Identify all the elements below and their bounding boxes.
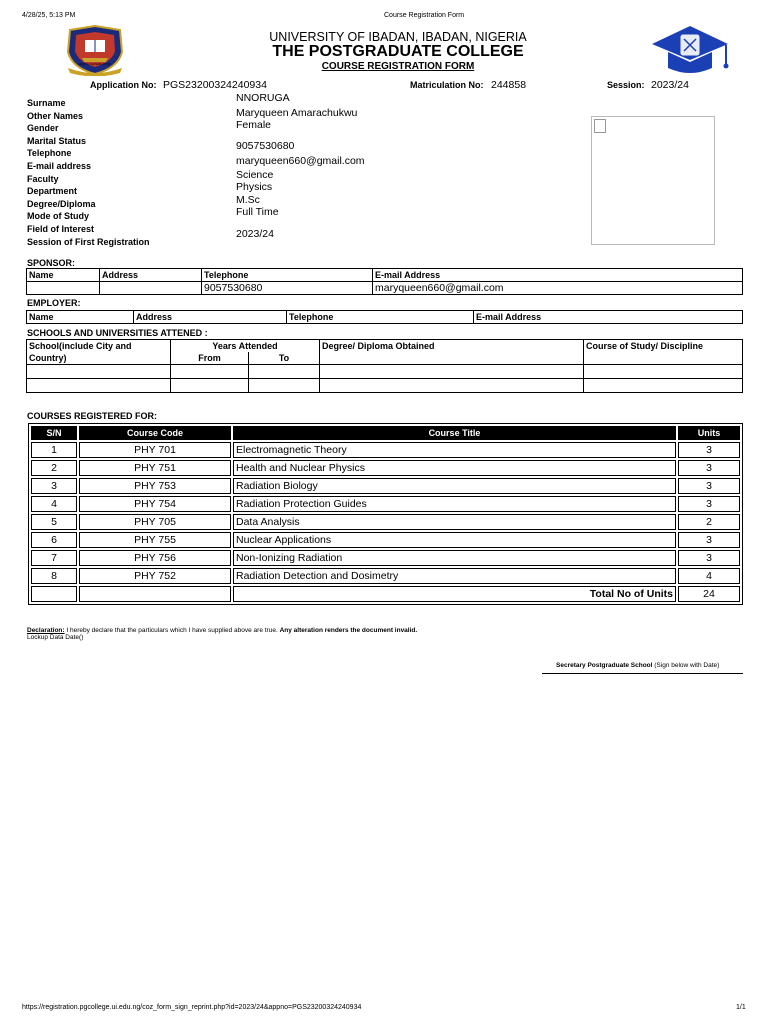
total-units-label: Total No of Units: [233, 586, 676, 602]
matric-value: 244858: [491, 79, 527, 91]
course-units: 4: [678, 568, 740, 584]
employer-heading: EMPLOYER:: [27, 298, 81, 308]
course-code: PHY 705: [79, 514, 231, 530]
print-datetime: 4/28/25, 5:13 PM: [22, 12, 76, 19]
schools-header-course: Course of Study/ Discipline: [584, 340, 743, 365]
course-code: PHY 751: [79, 460, 231, 476]
schools-row: [27, 365, 743, 379]
signature-caption: [556, 662, 719, 669]
employer-header-email: E-mail Address: [474, 311, 743, 324]
lockup-date: Lockup Data Date(): [27, 634, 84, 641]
course-sn: 1: [31, 442, 77, 458]
course-code: PHY 701: [79, 442, 231, 458]
detail-label: Department: [27, 186, 78, 197]
detail-value: Physics: [236, 181, 273, 194]
course-code: PHY 753: [79, 478, 231, 494]
signature-caption-normal: (Sign below with Date): [652, 662, 720, 669]
detail-value: 2023/24: [236, 227, 274, 240]
application-label: Application No:: [90, 80, 157, 90]
schools-sub-from: From: [171, 352, 249, 365]
course-row: [31, 460, 740, 476]
course-sn: 8: [31, 568, 77, 584]
course-units: 3: [678, 550, 740, 566]
application-value: PGS23200324240934: [163, 79, 267, 91]
signature-caption-bold: Secretary Postgraduate School: [556, 662, 653, 669]
course-sn: 2: [31, 460, 77, 476]
employer-header-name: Name: [27, 311, 134, 324]
course-units: 3: [678, 532, 740, 548]
courses-header-sn: S/N: [31, 426, 77, 440]
course-total-row: [31, 586, 740, 602]
courses-header-units: Units: [678, 426, 740, 440]
college-name: THE POSTGRADUATE COLLEGE: [272, 43, 524, 60]
session-label: Session:: [607, 80, 645, 90]
detail-label: Marital Status: [27, 135, 87, 146]
sponsor-name: [27, 282, 100, 295]
detail-value: M.Sc: [236, 193, 260, 206]
sponsor-telephone: 9057530680: [202, 282, 373, 295]
detail-mode-of-study: [27, 206, 279, 222]
detail-label: Field of Interest: [27, 223, 95, 234]
course-title: Radiation Detection and Dosimetry: [233, 568, 676, 584]
detail-value: maryqueen660@gmail.com: [236, 154, 365, 167]
sponsor-header-name: Name: [27, 269, 100, 282]
session-value: 2023/24: [651, 79, 689, 91]
university-name: UNIVERSITY OF IBADAN, IBADAN, NIGERIA: [269, 30, 527, 44]
course-units: 3: [678, 442, 740, 458]
detail-value: Maryqueen Amarachukwu: [236, 106, 358, 119]
schools-row: [27, 379, 743, 393]
detail-other-names: [27, 106, 358, 121]
sponsor-header-address: Address: [100, 269, 202, 282]
course-title: Health and Nuclear Physics: [233, 460, 676, 476]
detail-field-of-interest: [27, 219, 150, 232]
detail-label: Session of First Registration: [27, 236, 150, 247]
course-sn: 7: [31, 550, 77, 566]
detail-value: Science: [236, 168, 274, 181]
course-row: [31, 550, 740, 566]
footer-page: 1/1: [736, 1004, 746, 1011]
detail-gender: [27, 118, 272, 134]
declaration: [27, 627, 747, 634]
detail-label: Degree/Diploma: [27, 198, 96, 209]
schools-header-degree: Degree/ Diploma Obtained: [320, 340, 584, 365]
course-sn: 3: [31, 478, 77, 494]
course-sn: 5: [31, 514, 77, 530]
course-code: PHY 755: [79, 532, 231, 548]
course-title: Nuclear Applications: [233, 532, 676, 548]
detail-label: Surname: [27, 98, 66, 108]
detail-value: Full Time: [236, 206, 279, 219]
course-sn: 4: [31, 496, 77, 512]
sponsor-header-telephone: Telephone: [202, 269, 373, 282]
sponsor-email: maryqueen660@gmail.com: [373, 282, 743, 295]
student-details: [27, 92, 365, 247]
courses-heading: COURSES REGISTERED FOR:: [27, 411, 158, 421]
declaration-emphasis: Any alteration renders the document invalid.: [279, 627, 418, 634]
course-code: PHY 754: [79, 496, 231, 512]
matric-label: Matriculation No:: [410, 80, 484, 90]
declaration-text: I hereby declare that the particulars which I have supplied above are true.: [64, 627, 280, 634]
courses-header-code: Course Code: [79, 426, 231, 440]
course-title: Electromagnetic Theory: [233, 442, 676, 458]
sponsor-address: [100, 282, 202, 295]
detail-value: NNORUGA: [236, 92, 290, 104]
courses-table: [28, 423, 743, 605]
schools-header-years: Years Attended: [171, 340, 320, 353]
course-title: Radiation Protection Guides: [233, 496, 676, 512]
course-row: [31, 532, 740, 548]
course-sn: 6: [31, 532, 77, 548]
course-code: PHY 752: [79, 568, 231, 584]
employer-header-telephone: Telephone: [287, 311, 474, 324]
passport-photo: [591, 116, 715, 245]
declaration-label: Declaration:: [27, 627, 65, 634]
detail-value: Female: [236, 119, 272, 132]
course-row: [31, 496, 740, 512]
detail-label: Telephone: [27, 148, 72, 159]
detail-label: Faculty: [27, 173, 59, 184]
course-title: Radiation Biology: [233, 478, 676, 494]
sponsor-heading: SPONSOR:: [27, 258, 76, 268]
course-row: [31, 568, 740, 584]
logo-motto: RECTE SAPERE FONS: [78, 62, 112, 66]
course-units: 3: [678, 478, 740, 494]
form-title: COURSE REGISTRATION FORM: [321, 61, 475, 72]
course-units: 2: [678, 514, 740, 530]
detail-label: Other Names: [27, 110, 84, 121]
detail-faculty: [27, 168, 274, 184]
schools-header-school: School(include City and Country): [27, 340, 171, 365]
detail-department: [27, 181, 273, 197]
schools-table: [26, 339, 743, 393]
course-units: 3: [678, 460, 740, 476]
employer-header-address: Address: [134, 311, 287, 324]
course-row: [31, 478, 740, 494]
course-title: Non-Ionizing Radiation: [233, 550, 676, 566]
detail-label: Mode of Study: [27, 211, 89, 222]
detail-degree: [27, 193, 260, 209]
broken-image-icon: [594, 119, 606, 133]
courses-header-title: Course Title: [233, 426, 676, 440]
detail-value: 9057530680: [236, 140, 295, 153]
sponsor-header-email: E-mail Address: [373, 269, 743, 282]
signature-line: [542, 673, 743, 674]
footer-url: https://registration.pgcollege.ui.edu.ng/coz_form_sign_reprint.php?id=2023/24&appno=PGS23200324240934: [22, 1004, 362, 1011]
schools-heading: SCHOOLS AND UNIVERSITIES ATTENED :: [27, 328, 208, 338]
print-doc-title: Course Registration Form: [384, 12, 465, 19]
course-title: Data Analysis: [233, 514, 676, 530]
sponsor-table: [26, 268, 743, 295]
detail-label: Gender: [27, 123, 59, 134]
detail-marital-status: [27, 131, 150, 144]
detail-surname: [27, 92, 290, 108]
detail-email: [27, 154, 365, 171]
total-units-value: 24: [678, 586, 740, 602]
course-units: 3: [678, 496, 740, 512]
course-row: [31, 514, 740, 530]
schools-sub-to: To: [249, 352, 320, 365]
employer-table: [26, 310, 743, 324]
course-code: PHY 756: [79, 550, 231, 566]
course-row: [31, 442, 740, 458]
detail-label: E-mail address: [27, 160, 92, 171]
